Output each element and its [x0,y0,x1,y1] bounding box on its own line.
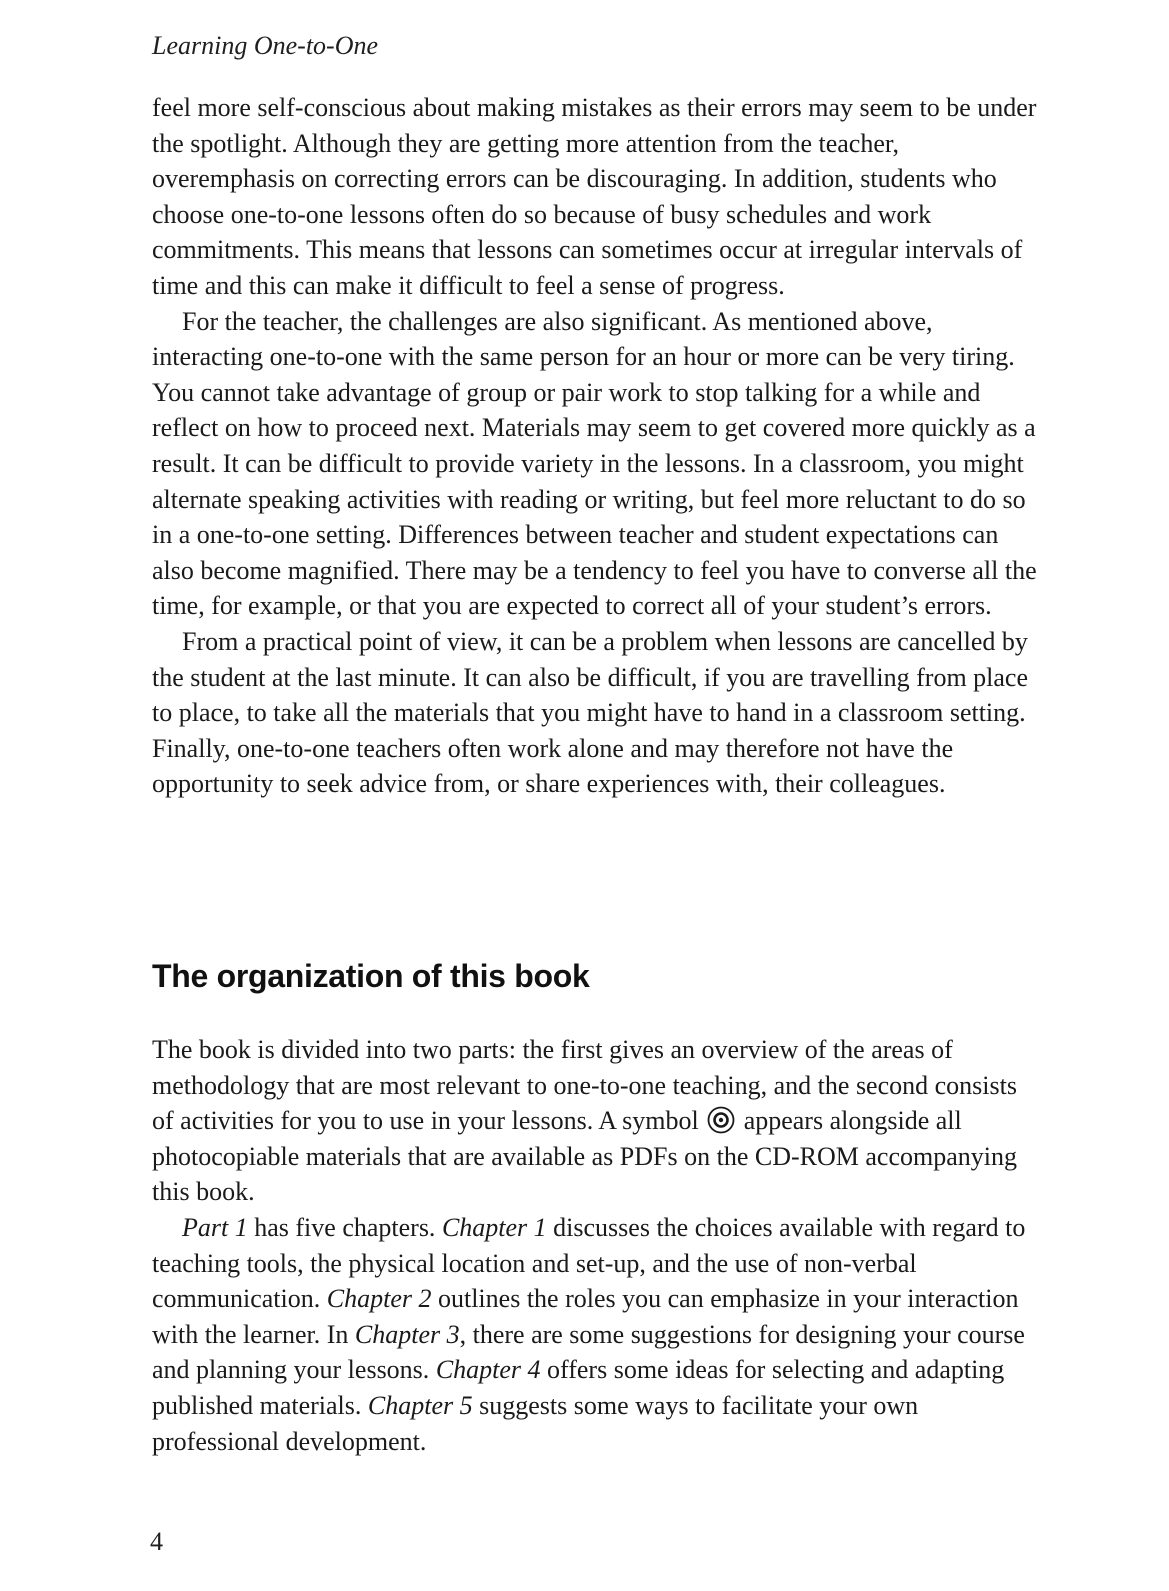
paragraph-text: , there are some suggestions for designing your course and planning your lessons. [152,1319,1025,1385]
paragraph-text: appears alongside all photocopiable materials that are available as PDFs on the CD-ROM accompanying this book. [152,1106,1017,1207]
chapter-reference: Chapter 1 [441,1212,547,1242]
paragraph [152,1032,1042,1210]
page-number: 4 [150,1527,163,1556]
paragraph: For the teacher, the challenges are also significant. As mentioned above, interacting one-to-one with the same person for an hour or more can be very tiring. You cannot take advantage of group or pair work to stop talking for a while and reflect on how to proceed next. Materials may seem to get covered more quickly as a result. It can be difficult to provide variety in the lessons. In a classroom, you might alternate speaking activities with reading or writing, but feel more reluctant to do so in a one-to-one setting. Differences between teacher and student expectations can also become magnified. There may be a tendency to feel you have to converse all the time, for example, or that you are expected to correct all of your student’s errors. [152,306,1037,621]
body-text-section-1 [152,90,1042,802]
paragraph: feel more self-conscious about making mistakes as their errors may seem to be under the spotlight. Although they are getting more attention from the teacher, overemphasis on correcting errors can be discouraging. In addition, students who choose one-to-one lessons often do so because of busy schedules and work commitments. This means that lessons can sometimes occur at irregular intervals of time and this can make it difficult to feel a sense of progress. [152,93,1037,300]
body-text-section-2 [152,1032,1042,1459]
part-reference: Part 1 [182,1212,248,1242]
paragraph [152,1210,1042,1459]
paragraph: From a practical point of view, it can be a problem when lessons are cancelled by the student at the last minute. It can also be difficult, if you are travelling from place to place, to take all the materials that you might have to hand in a classroom setting. Finally, one-to-one teachers often work alone and may therefore not have the opportunity to seek advice from, or share experiences with, their colleagues. [152,626,1029,799]
chapter-reference: Chapter 2 [326,1284,432,1314]
section-heading: The organization of this book [152,958,590,994]
paragraph-text: The book is divided into two parts: the first gives an overview of the areas of methodology that are most relevant to one-to-one teaching, and the second consists of activities for you to use in your lessons. A symbol [152,1035,1017,1136]
cd-rom-icon [707,1106,735,1134]
paragraph-text: has five chapters. [247,1212,442,1242]
paragraph-text: discusses the choices available with regard to teaching tools, the physical location and set-up, and the use of non-verbal communication. [152,1212,1026,1314]
chapter-reference: Chapter 4 [435,1355,541,1385]
paragraph-text: offers some ideas for selecting and adapting published materials. [152,1355,1005,1420]
chapter-reference: Chapter 5 [367,1390,473,1420]
paragraph-text: outlines the roles you can emphasize in your interaction with the learner. In [152,1284,1019,1349]
running-head: Learning One-to-One [152,31,379,60]
chapter-reference: Chapter 3 [354,1319,460,1349]
paragraph-text: suggests some ways to facilitate your own professional development. [152,1390,919,1456]
